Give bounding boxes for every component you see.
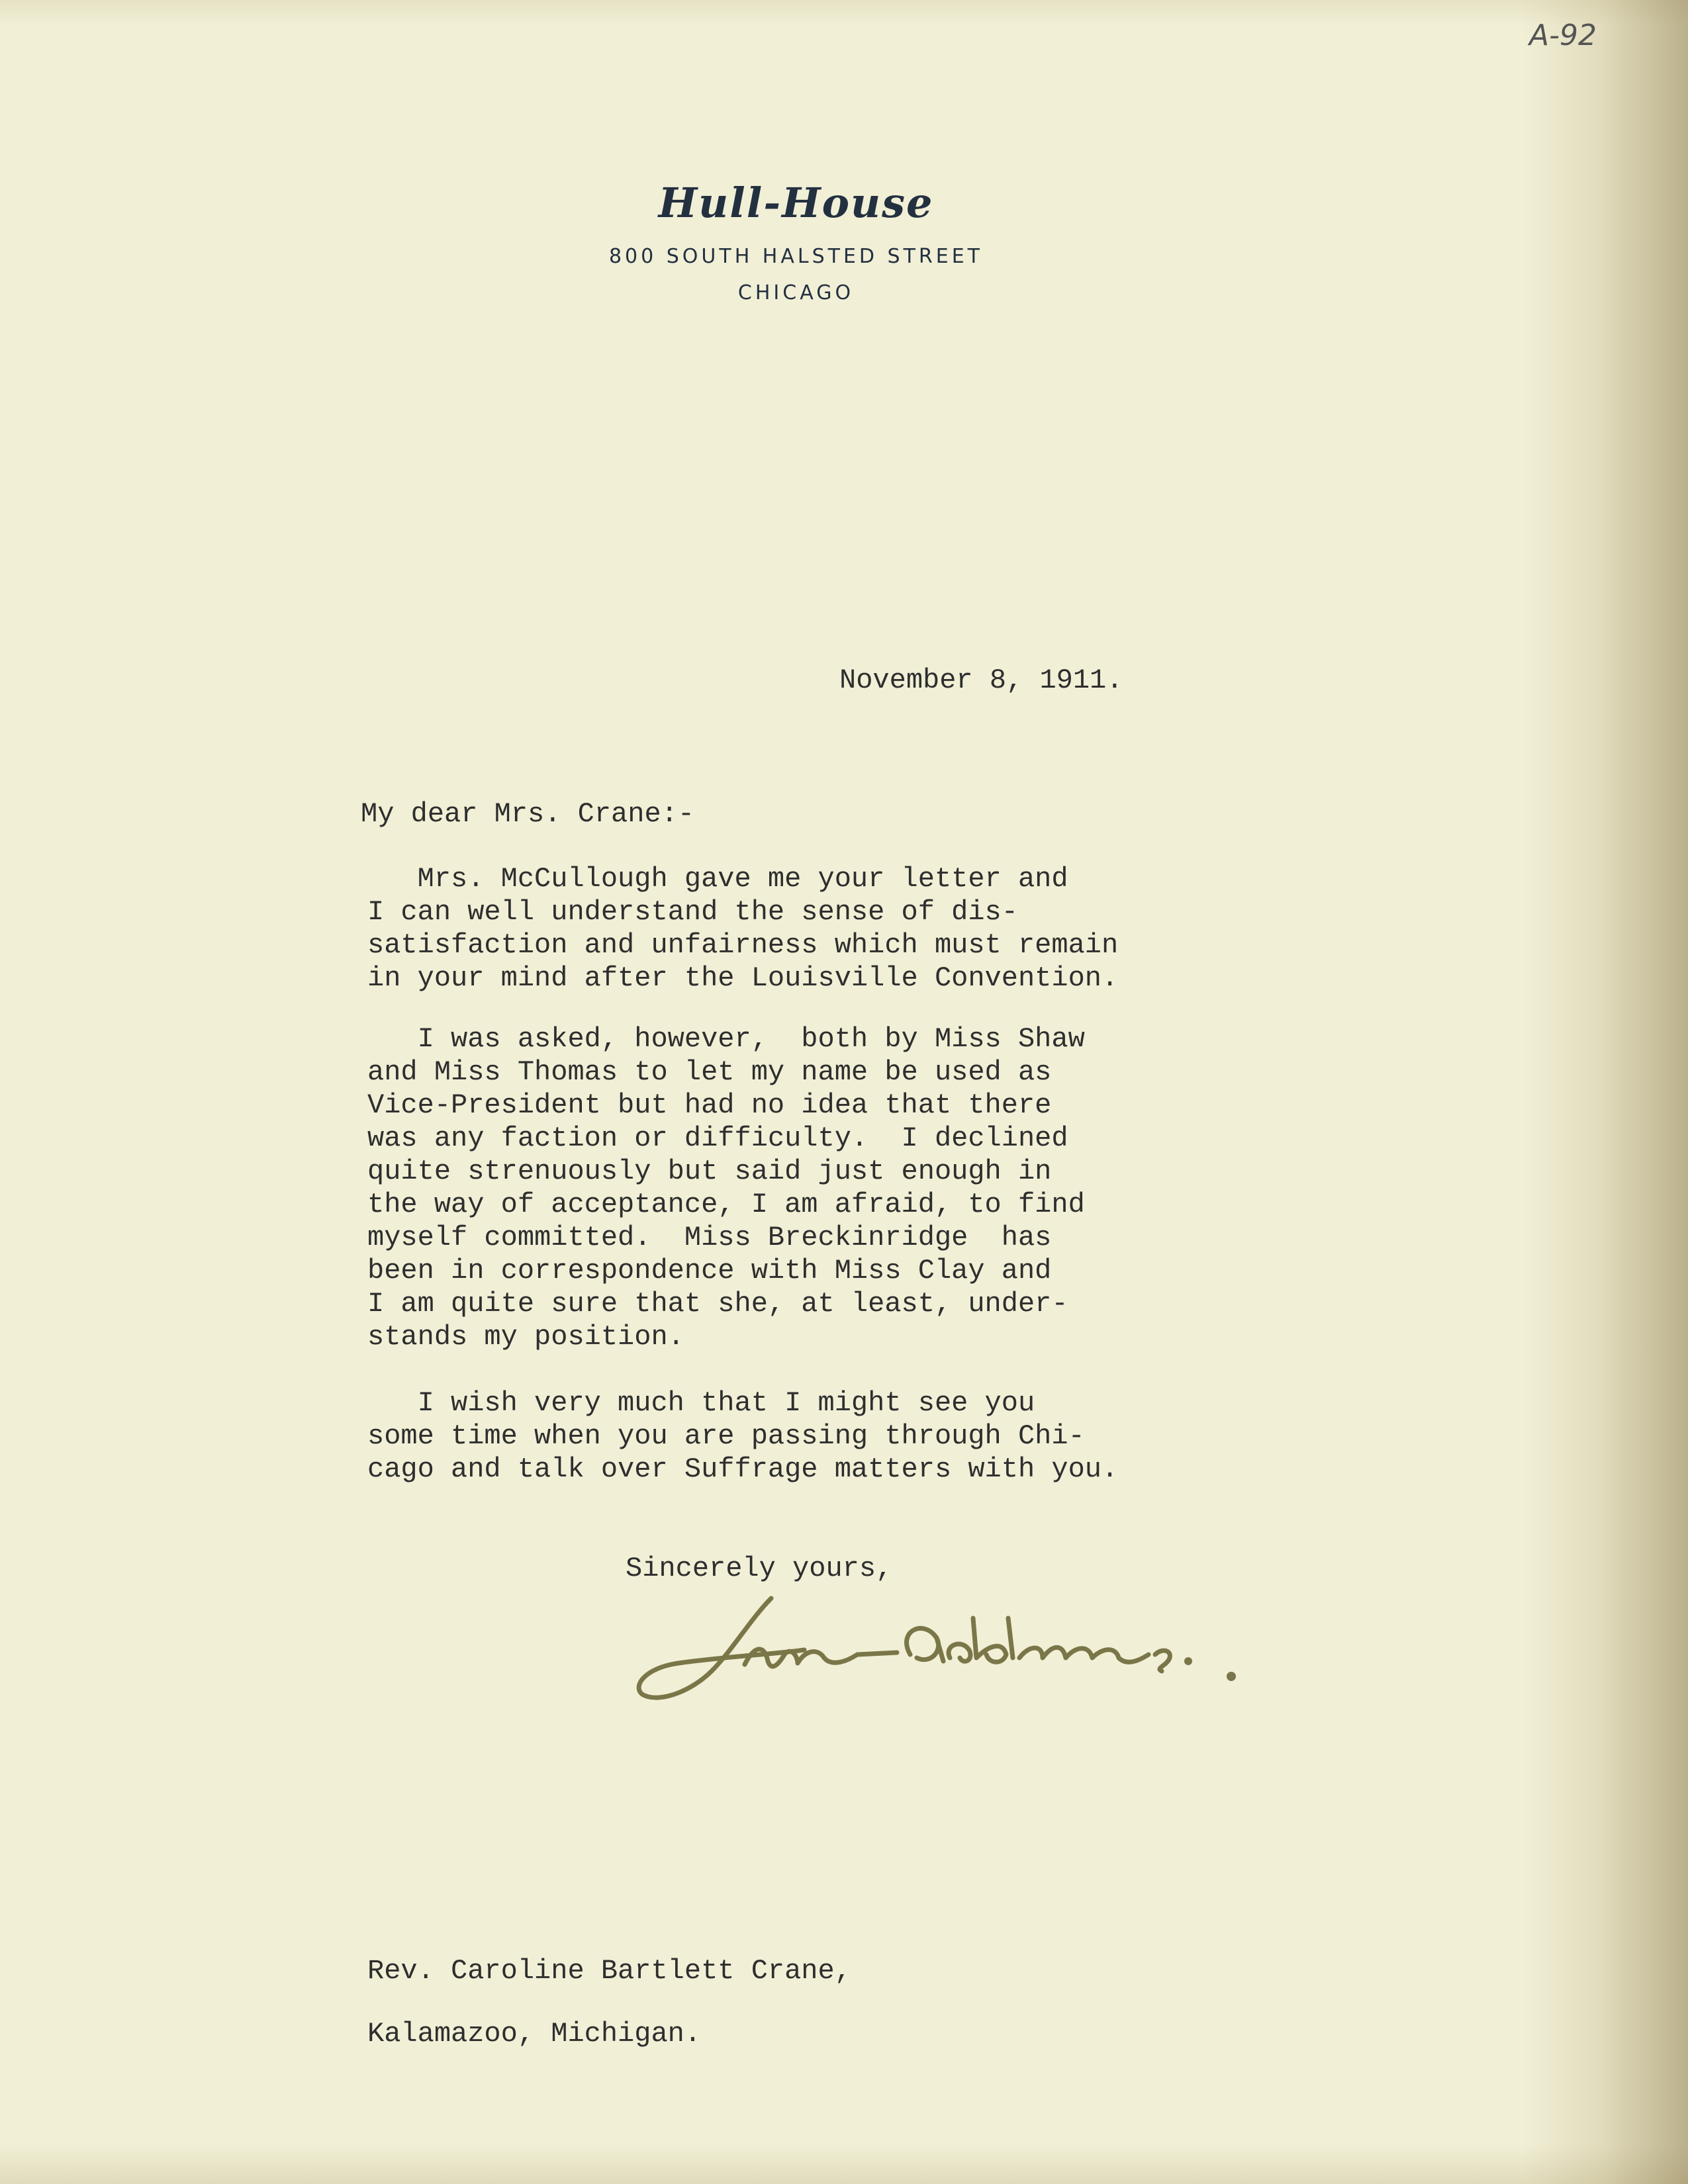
letterhead-name: Hull-House <box>658 179 934 227</box>
addressee-place: Kalamazoo, Michigan. <box>367 2018 702 2050</box>
letterhead-city: CHICAGO <box>737 281 855 304</box>
letterhead-street: 800 SOUTH HALSTED STREET <box>608 245 984 268</box>
addressee-name: Rev. Caroline Bartlett Crane, <box>367 1955 851 1987</box>
body-paragraph-1: Mrs. McCullough gave me your letter and I can well understand the sense of dis- satisfaction and unfairness which must remain in your mind after the Louisville Convention. <box>367 863 1119 994</box>
body-paragraph-3: I wish very much that I might see you some time when you are passing through Chi- cago and talk over Suffrage matters with you. <box>367 1387 1119 1485</box>
signature <box>632 1592 1281 1711</box>
letter-date: November 8, 1911. <box>839 664 1123 696</box>
salutation: My dear Mrs. Crane:- <box>361 798 695 830</box>
archive-mark: A-92 <box>1529 19 1597 52</box>
body-paragraph-2: I was asked, however, both by Miss Shaw and Miss Thomas to let my name be used as Vice-President but had no idea that there was any faction or difficulty. I declined quite strenuously but said just enough in the way of acceptance, I am afraid, to find myself committed. Miss Breckinridge has been in correspondence with Miss Clay and I am quite sure that she, at least, under- stands my position. <box>367 1023 1085 1353</box>
closing: Sincerely yours, <box>626 1553 893 1584</box>
